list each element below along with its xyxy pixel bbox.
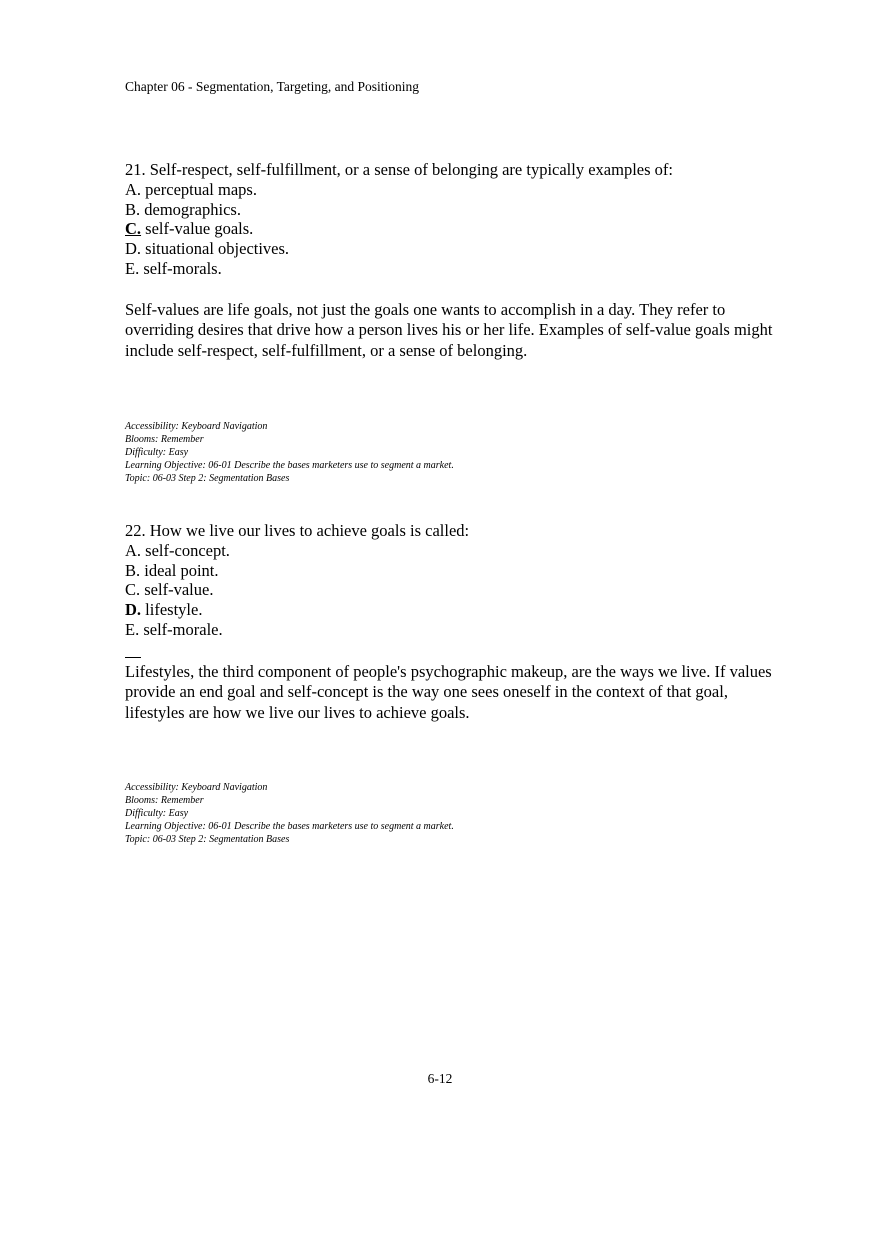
- question-21-metadata: [125, 420, 454, 485]
- option-a: [125, 541, 785, 561]
- meta-blooms: Blooms: Remember: [125, 795, 204, 806]
- page-number: 6-12: [427, 1071, 453, 1086]
- question-21: [125, 160, 785, 361]
- option-text: ideal point.: [144, 560, 219, 580]
- option-d: [125, 239, 785, 259]
- option-text: self-value goals.: [145, 219, 254, 239]
- option-d-correct: [125, 600, 785, 620]
- option-c-correct: [125, 219, 785, 239]
- question-stem: 21. Self-respect, self-fulfillment, or a sense of belonging are typically examples of:: [125, 160, 673, 179]
- option-letter: D.: [125, 239, 142, 259]
- option-letter: B.: [125, 199, 141, 219]
- option-letter: A.: [125, 179, 142, 199]
- option-letter: A.: [125, 540, 142, 560]
- option-a: [125, 180, 785, 200]
- option-text: self-value.: [144, 580, 214, 600]
- option-letter: E.: [125, 619, 140, 639]
- option-letter: E.: [125, 258, 140, 278]
- option-text: perceptual maps.: [145, 179, 257, 199]
- explanation: Lifestyles, the third component of people's psychographic makeup, are the ways we live. If values provide an end goal and self-concept is the way one sees oneself in the context of that goal, lifestyles are how we live our lives to achieve goals.: [125, 661, 772, 722]
- meta-topic: Topic: 06-03 Step 2: Segmentation Bases: [125, 473, 290, 484]
- option-b: [125, 200, 785, 220]
- option-letter: B.: [125, 560, 141, 580]
- option-e: [125, 259, 785, 279]
- option-text: demographics.: [144, 199, 241, 219]
- option-text: situational objectives.: [145, 239, 290, 259]
- option-e: [125, 620, 785, 640]
- answer-mark-line: [125, 657, 141, 658]
- meta-difficulty: Difficulty: Easy: [125, 447, 189, 458]
- option-b: [125, 561, 785, 581]
- option-letter: D.: [125, 600, 142, 620]
- meta-difficulty: Difficulty: Easy: [125, 808, 189, 819]
- question-22-metadata: [125, 781, 454, 846]
- option-text: self-morale.: [143, 619, 223, 639]
- option-letter: C.: [125, 580, 141, 600]
- page-header: Chapter 06 - Segmentation, Targeting, and Positioning: [125, 79, 420, 94]
- meta-learning-objective: Learning Objective: 06-01 Describe the bases marketers use to segment a market.: [125, 821, 454, 832]
- meta-blooms: Blooms: Remember: [125, 434, 204, 445]
- option-text: self-concept.: [145, 540, 230, 560]
- option-letter: C.: [125, 219, 142, 239]
- meta-accessibility: Accessibility: Keyboard Navigation: [125, 782, 268, 793]
- explanation: Self-values are life goals, not just the goals one wants to accomplish in a day. They refer to overriding desires that drive how a person lives his or her life. Examples of self-value goals might include self-respect, self-fulfillment, or a sense of belonging.: [125, 299, 773, 360]
- question-22: [125, 521, 785, 723]
- meta-learning-objective: Learning Objective: 06-01 Describe the bases marketers use to segment a market.: [125, 460, 454, 471]
- question-stem: 22. How we live our lives to achieve goals is called:: [125, 521, 470, 540]
- option-text: self-morals.: [143, 258, 222, 278]
- meta-topic: Topic: 06-03 Step 2: Segmentation Bases: [125, 834, 290, 845]
- meta-accessibility: Accessibility: Keyboard Navigation: [125, 421, 268, 432]
- option-c: [125, 580, 785, 600]
- option-text: lifestyle.: [145, 600, 203, 620]
